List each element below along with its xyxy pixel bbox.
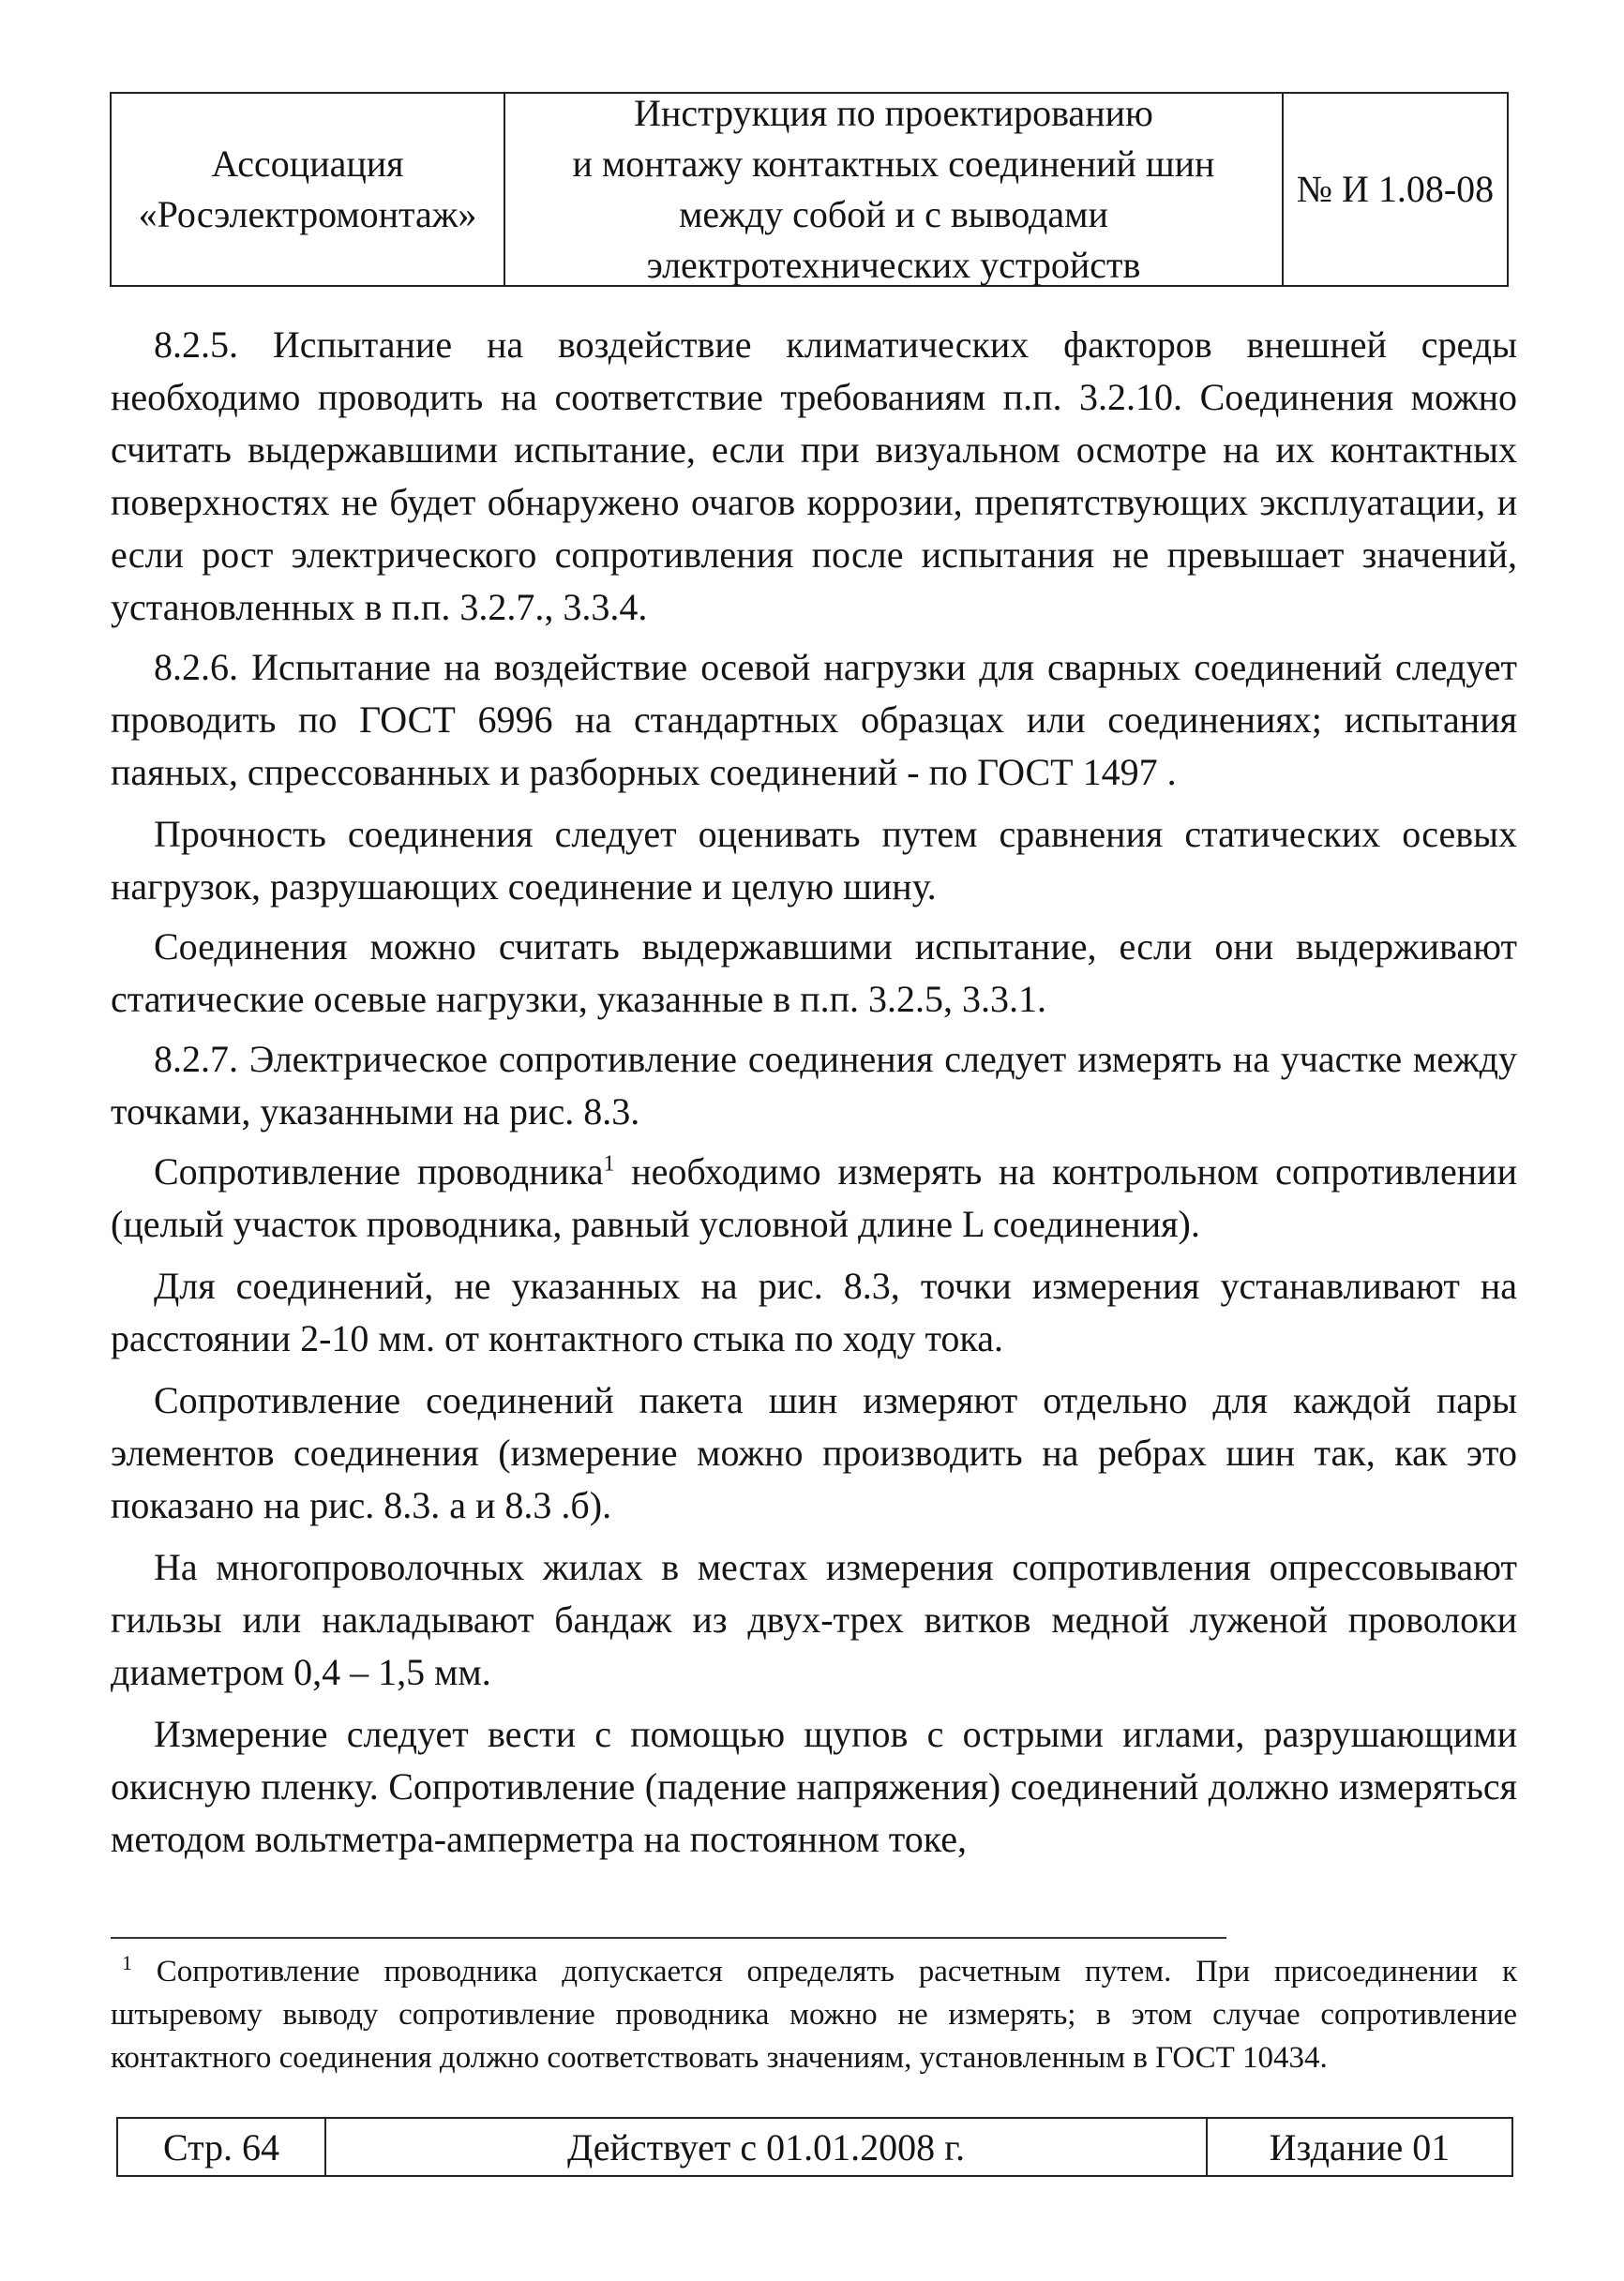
paragraph-measurement-points: Для соединений, не указанных на рис. 8.3, точки измерения устанавливают на расстоянии 2-10 мм. от контактного стыка по ходу тока. (111, 1265, 1517, 1359)
resistance-text-after: необходимо измерять на контрольном сопротивлении (целый участок проводника, равный условной длине L соединения). (111, 1150, 1517, 1245)
footnote-ref-mark: 1 (603, 1151, 615, 1177)
title-line: Инструкция по проектированию (634, 92, 1153, 134)
org-name-line2: «Росэлектромонтаж» (138, 193, 477, 235)
paragraph-conductor-resistance (111, 1146, 1517, 1251)
page-number: Стр. 64 (162, 2125, 280, 2168)
org-name-line1: Ассоциация (211, 143, 404, 185)
document-body (111, 319, 1517, 1873)
effective-date: Действует с 01.01.2008 г. (566, 2125, 966, 2168)
document-footer (116, 2117, 1513, 2177)
document-number: № И 1.08-08 (1296, 168, 1495, 210)
footnote-text (111, 1950, 1517, 2079)
paragraph-measurement-method: Измерение следует вести с помощью щупов с острыми иглами, разрушающими окисную пленку. Сопротивление (падение напряжения) соединений должно измеряться методом вольтметра-амперметра на постоянном токе, (111, 1713, 1517, 1860)
effective-date-cell (326, 2119, 1208, 2175)
edition: Издание 01 (1269, 2125, 1451, 2168)
footnote (111, 1950, 1517, 2079)
paragraph-8-2-6: 8.2.6. Испытание на воздействие осевой нагрузки для сварных соединений следует проводить по ГОСТ 6996 на стандартных образцах или соединениях; испытания паяных, спрессованных и разборных соединений - по ГОСТ 1497 . (111, 646, 1517, 793)
paragraph-8-2-7: 8.2.7. Электрическое сопротивление соединения следует измерять на участке между точками, указанными на рис. 8.3. (111, 1038, 1517, 1133)
page-number-cell (118, 2119, 326, 2175)
document-title-cell (505, 94, 1284, 285)
paragraph-stranded-cores: На многопроволочных жилах в местах измерения сопротивления опрессовывают гильзы или накладывают бандаж из двух-трех витков медной луженой проволоки диаметром 0,4 – 1,5 мм. (111, 1546, 1517, 1693)
paragraph-bus-package: Сопротивление соединений пакета шин измеряют отдельно для каждой пары элементов соединения (измерение можно производить на ребрах шин так, как это показано на рис. 8.3. а и 8.3 .б). (111, 1379, 1517, 1526)
edition-cell (1208, 2119, 1511, 2175)
footnote-separator (111, 1937, 1226, 1939)
paragraph-8-2-5: 8.2.5. Испытание на воздействие климатических факторов внешней среды необходимо проводить на соответствие требованиям п.п. 3.2.10. Соединения можно считать выдержавшими испытание, если при визуальном осмотре на их контактных поверхностях не будет обнаружено очагов коррозии, препятствующих эксплуатации, и если рост электрического сопротивления после испытания не превышает значений, установленных в п.п. 3.2.7., 3.3.4. (111, 323, 1517, 628)
title-line: и монтажу контактных соединений шин (572, 143, 1215, 185)
resistance-text-before: Сопротивление проводника (154, 1150, 604, 1193)
paragraph-acceptance: Соединения можно считать выдержавшими испытание, если они выдерживают статические осевые нагрузки, указанные в п.п. 3.2.5, 3.3.1. (111, 925, 1517, 1020)
title-line: между собой и с выводами (679, 193, 1108, 235)
title-line: электротехнических устройств (646, 244, 1141, 286)
footnote-mark: 1 (122, 1951, 132, 1974)
footnote-body: Сопротивление проводника допускается определять расчетным путем. При присоединении к штыревому выводу сопротивление проводника можно не измерять; в этом случае сопротивление контактного соединения должно соответствовать значениям, установленным в ГОСТ 10434. (111, 1955, 1517, 2075)
document-header (110, 92, 1509, 287)
paragraph-strength: Прочность соединения следует оценивать путем сравнения статических осевых нагрузок, разрушающих соединение и целую шину. (111, 813, 1517, 908)
document-number-cell (1284, 94, 1507, 285)
organization-cell (112, 94, 505, 285)
